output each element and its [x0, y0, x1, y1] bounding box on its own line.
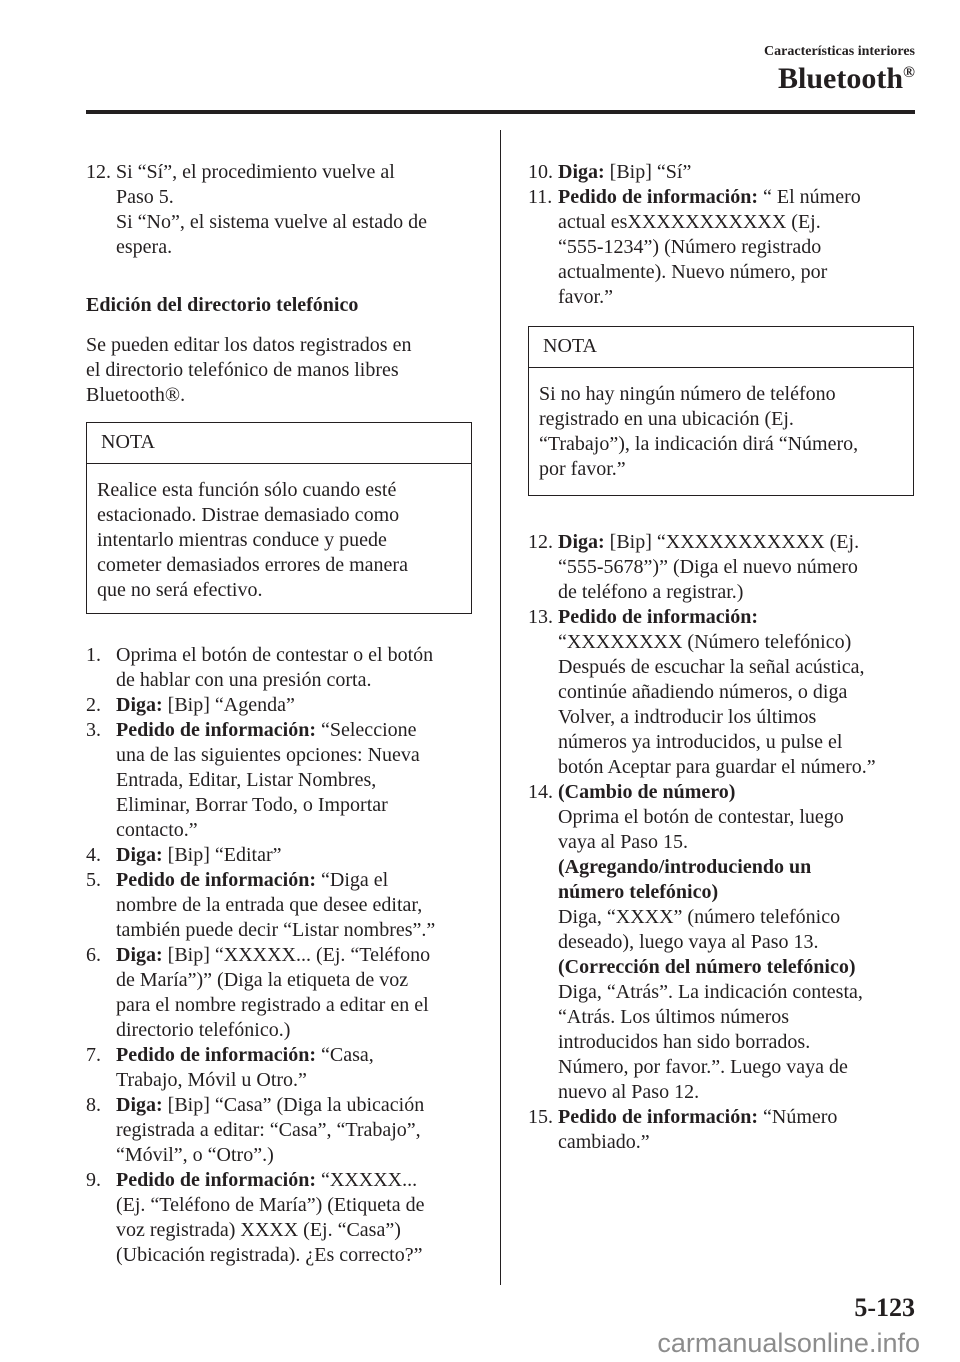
text-line — [116, 768, 476, 793]
step-lead: Pedido de información: — [116, 1044, 316, 1066]
step-lead: Pedido de información: — [558, 606, 758, 628]
step-text: contacto.” — [116, 819, 198, 841]
step-number: 8. — [86, 1094, 101, 1116]
step-text: número telefónico) — [558, 881, 719, 903]
step-text: registrada a editar: “Casa”, “Trabajo”, — [116, 1119, 421, 1141]
text-line: por favor.” — [539, 458, 626, 480]
text-line — [116, 643, 476, 668]
page-number: 5-123 — [854, 1293, 915, 1322]
text-line — [116, 1193, 476, 1218]
section-label: Características interiores — [764, 44, 915, 59]
text-line — [558, 980, 918, 1005]
step-number: 12. — [86, 161, 111, 183]
step-number: 4. — [86, 844, 101, 866]
step-text: botón Aceptar para guardar el número.” — [558, 756, 876, 778]
right-steps-a — [528, 160, 918, 310]
text-line — [558, 805, 918, 830]
text-line — [116, 893, 476, 918]
step-text: “Seleccione — [316, 719, 417, 741]
step-lead: Diga: — [116, 844, 163, 866]
text-line — [558, 630, 918, 655]
list-item — [528, 1105, 918, 1155]
step-number: 2. — [86, 694, 101, 716]
text-line: que no será efectivo. — [97, 579, 263, 601]
step-number: 10. — [528, 161, 553, 183]
step-lead: Pedido de información: — [116, 869, 316, 891]
step-text: (Corrección del número telefónico) — [558, 956, 856, 978]
step-text: “XXXXXXXX (Número telefónico) — [558, 631, 852, 653]
text-line — [116, 943, 476, 968]
text-line: Se pueden editar los datos registrados en — [86, 334, 412, 356]
list-item — [86, 693, 476, 718]
step-text: voz registrada) XXXX (Ej. “Casa”) — [116, 1219, 401, 1241]
step-text: Entrada, Editar, Listar Nombres, — [116, 769, 377, 791]
note-title: NOTA — [529, 327, 913, 368]
step-text: [Bip] “Editar” — [162, 844, 282, 866]
text-line — [558, 755, 918, 780]
text-line: registrado en una ubicación (Ej. — [539, 408, 794, 430]
text-line — [116, 693, 476, 718]
list-item — [86, 943, 476, 1043]
text-line — [116, 1093, 476, 1118]
step-text: números ya introducidos, u pulse el — [558, 731, 843, 753]
list-item — [86, 843, 476, 868]
step-text: Si “Sí”, el procedimiento vuelve al — [116, 161, 395, 183]
step-text: “555-5678”)” (Diga el nuevo número — [558, 556, 858, 578]
step-lead: Diga: — [116, 944, 163, 966]
intro-paragraph — [86, 333, 476, 408]
step-text: espera. — [116, 236, 173, 258]
text-line — [558, 1105, 918, 1130]
text-line — [558, 1130, 918, 1155]
step-text: “555-1234”) (Número registrado — [558, 236, 822, 258]
step-text: Oprima el botón de contestar o el botón — [116, 644, 434, 666]
list-item — [86, 718, 476, 843]
text-line — [558, 930, 918, 955]
step-lead: Pedido de información: — [116, 719, 316, 741]
list-item — [86, 1168, 476, 1268]
text-line — [116, 185, 476, 210]
text-line — [558, 555, 918, 580]
text-line — [558, 655, 918, 680]
text-line — [558, 1080, 918, 1105]
step-lead: Pedido de información: — [558, 186, 758, 208]
step-text: continúe añadiendo números, o diga — [558, 681, 848, 703]
text-line — [116, 160, 476, 185]
step-text: “Número — [758, 1106, 838, 1128]
text-line — [558, 605, 918, 630]
text-line — [558, 260, 918, 285]
text-line — [116, 818, 476, 843]
text-line — [116, 918, 476, 943]
step-number: 13. — [528, 606, 553, 628]
text-line — [116, 843, 476, 868]
note-box-left — [86, 422, 472, 614]
step-number: 9. — [86, 1169, 101, 1191]
step-text: Número, por favor.”. Luego vaya de — [558, 1056, 848, 1078]
text-line — [558, 880, 918, 905]
list-item — [528, 185, 918, 310]
text-line: “Trabajo”), la indicación dirá “Número, — [539, 433, 859, 455]
step-lead: Pedido de información: — [558, 1106, 758, 1128]
step-text: Eliminar, Borrar Todo, o Importar — [116, 794, 388, 816]
text-line — [558, 680, 918, 705]
step-text: directorio telefónico.) — [116, 1019, 291, 1041]
right-steps-b — [528, 530, 918, 1155]
title-text: Bluetooth — [778, 62, 904, 95]
step-text: también puede decir “Listar nombres”.” — [116, 919, 436, 941]
list-item — [528, 605, 918, 780]
list-item — [86, 1043, 476, 1093]
text-line — [558, 160, 918, 185]
text-line — [116, 1118, 476, 1143]
step-text: “Casa, — [316, 1044, 374, 1066]
text-line — [558, 905, 918, 930]
step-text: [Bip] “XXXXX... (Ej. “Teléfono — [162, 944, 431, 966]
step-lead: (Cambio de número) — [558, 781, 736, 803]
left-steps — [86, 643, 476, 1268]
step-text: [Bip] “XXXXXXXXXXX (Ej. — [604, 531, 860, 553]
step-number: 7. — [86, 1044, 101, 1066]
text-line: Bluetooth®. — [86, 384, 186, 406]
step-text: “Móvil”, o “Otro”.) — [116, 1144, 274, 1166]
text-line: Si no hay ningún número de teléfono — [539, 383, 836, 405]
step-text: de María”)” (Diga la etiqueta de voz — [116, 969, 409, 991]
step-text: “Diga el — [316, 869, 389, 891]
step-lead: Diga: — [116, 1094, 163, 1116]
step-text: actualmente). Nuevo número, por — [558, 261, 828, 283]
text-line — [116, 793, 476, 818]
watermark: carmanualsonline.info — [657, 1328, 920, 1358]
step-lead: Pedido de información: — [116, 1169, 316, 1191]
step-text: Diga, “Atrás”. La indicación contesta, — [558, 981, 863, 1003]
step-text: (Ej. “Teléfono de María”) (Etiqueta de — [116, 1194, 425, 1216]
column-divider — [500, 130, 501, 1285]
text-line — [558, 705, 918, 730]
text-line — [558, 285, 918, 310]
step-lead: Diga: — [558, 531, 605, 553]
text-line — [116, 668, 476, 693]
text-line — [558, 1055, 918, 1080]
step-text: deseado), luego vaya al Paso 13. — [558, 931, 819, 953]
step-number: 1. — [86, 644, 101, 666]
list-item — [86, 868, 476, 943]
step-text: (Agregando/introduciendo un — [558, 856, 812, 878]
step-text: vaya al Paso 15. — [558, 831, 688, 853]
text-line — [558, 235, 918, 260]
text-line — [116, 968, 476, 993]
step-text: (Ubicación registrada). ¿Es correcto?” — [116, 1244, 423, 1266]
step-text: favor.” — [558, 286, 613, 308]
step-text: de hablar con una presión corta. — [116, 669, 372, 691]
step-text: nuevo al Paso 12. — [558, 1081, 700, 1103]
text-line — [116, 993, 476, 1018]
text-line: el directorio telefónico de manos libres — [86, 359, 399, 381]
note-box-right — [528, 326, 914, 496]
step-text: Oprima el botón de contestar, luego — [558, 806, 844, 828]
step-text: “Atrás. Los últimos números — [558, 1006, 790, 1028]
text-line — [116, 1243, 476, 1268]
text-line — [558, 830, 918, 855]
step-text: Después de escuchar la señal acústica, — [558, 656, 865, 678]
text-line: Realice esta función sólo cuando esté — [97, 479, 397, 501]
registered-mark: ® — [903, 64, 915, 81]
text-line — [116, 1018, 476, 1043]
step-text: Trabajo, Móvil u Otro.” — [116, 1069, 307, 1091]
left-item-12 — [86, 160, 476, 260]
text-line — [558, 855, 918, 880]
section-heading: Edición del directorio telefónico — [86, 294, 359, 316]
step-number: 14. — [528, 781, 553, 803]
text-line — [558, 580, 918, 605]
step-number: 12. — [528, 531, 553, 553]
step-text: “ El número — [758, 186, 861, 208]
step-text: Si “No”, el sistema vuelve al estado de — [116, 211, 428, 233]
text-line — [558, 780, 918, 805]
step-text: Volver, a indtroducir los últimos — [558, 706, 817, 728]
list-item — [528, 780, 918, 1105]
text-line — [116, 743, 476, 768]
step-text: introducidos han sido borrados. — [558, 1031, 811, 1053]
step-text: una de las siguientes opciones: Nueva — [116, 744, 420, 766]
text-line: intentarlo mientras conduce y puede — [97, 529, 387, 551]
step-number: 15. — [528, 1106, 553, 1128]
list-item — [528, 530, 918, 605]
header-rule — [86, 110, 915, 114]
step-number: 3. — [86, 719, 101, 741]
step-text: actual esXXXXXXXXXXX (Ej. — [558, 211, 821, 233]
page-title — [778, 62, 915, 96]
list-item — [86, 1093, 476, 1168]
text-line — [116, 718, 476, 743]
step-number: 6. — [86, 944, 101, 966]
step-text: [Bip] “Agenda” — [162, 694, 295, 716]
step-text: [Bip] “Casa” (Diga la ubicación — [162, 1094, 425, 1116]
step-number: 11. — [528, 186, 553, 208]
text-line — [558, 955, 918, 980]
step-text: [Bip] “Sí” — [604, 161, 692, 183]
text-line — [116, 235, 476, 260]
text-line — [558, 1030, 918, 1055]
list-item — [86, 160, 476, 260]
text-line — [116, 1043, 476, 1068]
text-line: cometer demasiados errores de manera — [97, 554, 408, 576]
text-line — [116, 1168, 476, 1193]
note-body — [87, 464, 471, 613]
text-line — [558, 185, 918, 210]
step-text: Diga, “XXXX” (número telefónico — [558, 906, 841, 928]
text-line — [558, 730, 918, 755]
step-text: cambiado.” — [558, 1131, 650, 1153]
step-text: Paso 5. — [116, 186, 174, 208]
text-line — [558, 530, 918, 555]
text-line — [116, 1143, 476, 1168]
list-item — [86, 643, 476, 693]
text-line — [116, 868, 476, 893]
text-line: estacionado. Distrae demasiado como — [97, 504, 400, 526]
text-line — [558, 1005, 918, 1030]
step-text: “XXXXX... — [316, 1169, 418, 1191]
step-lead: Diga: — [116, 694, 163, 716]
step-lead: Diga: — [558, 161, 605, 183]
step-text: para el nombre registrado a editar en el — [116, 994, 429, 1016]
step-text: de teléfono a registrar.) — [558, 581, 744, 603]
list-item — [528, 160, 918, 185]
step-number: 5. — [86, 869, 101, 891]
step-text: nombre de la entrada que desee editar, — [116, 894, 423, 916]
text-line — [116, 1068, 476, 1093]
text-line — [116, 1218, 476, 1243]
text-line — [558, 210, 918, 235]
note-title: NOTA — [87, 423, 471, 464]
note-body — [529, 368, 913, 492]
text-line — [116, 210, 476, 235]
